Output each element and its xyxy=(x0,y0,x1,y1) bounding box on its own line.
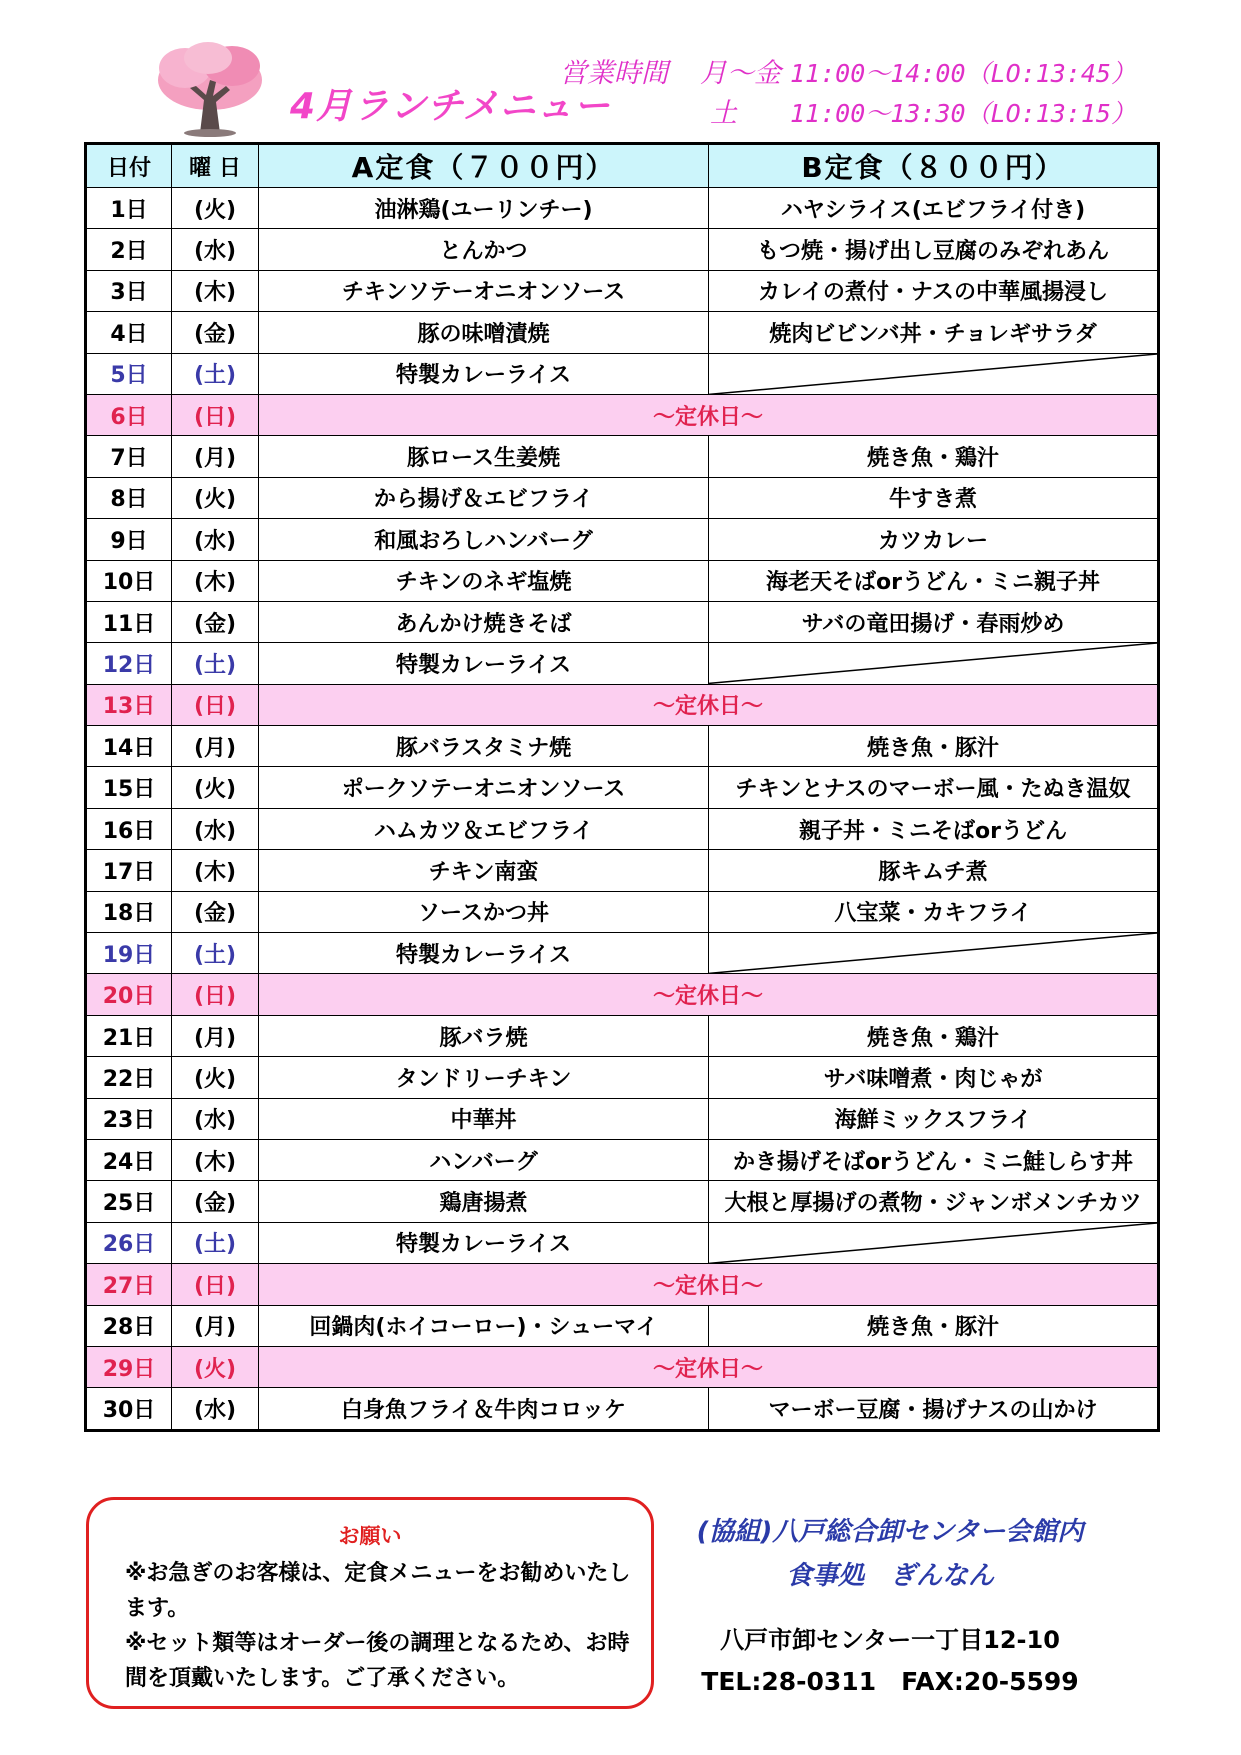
table-row xyxy=(86,1015,1159,1056)
a-set-cell: 特製カレーライス xyxy=(259,353,709,394)
b-set-cell: 八宝菜・カキフライ xyxy=(709,891,1159,932)
date-cell: 1日 xyxy=(86,188,172,229)
table-row xyxy=(86,1181,1159,1222)
a-set-cell: とんかつ xyxy=(259,229,709,270)
table-row xyxy=(86,643,1159,684)
date-cell: 7日 xyxy=(86,436,172,477)
notice-box xyxy=(86,1497,654,1709)
b-set-unavailable-cell xyxy=(709,1222,1159,1263)
a-set-cell: ポークソテーオニオンソース xyxy=(259,767,709,808)
hours-row-saturday xyxy=(560,94,1136,134)
table-header-row xyxy=(86,144,1159,188)
a-set-cell: 油淋鶏(ユーリンチー) xyxy=(259,188,709,229)
a-set-cell: 豚ロース生姜焼 xyxy=(259,436,709,477)
weekday-cell: (日) xyxy=(172,974,259,1015)
b-set-cell: カレイの煮付・ナスの中華風揚浸し xyxy=(709,270,1159,311)
weekday-cell: (木) xyxy=(172,850,259,891)
b-set-cell: サバの竜田揚げ・春雨炒め xyxy=(709,601,1159,642)
table-row xyxy=(86,891,1159,932)
b-set-cell: 牛すき煮 xyxy=(709,477,1159,518)
b-set-cell: 海鮮ミックスフライ xyxy=(709,1098,1159,1139)
table-row xyxy=(86,353,1159,394)
date-cell: 24日 xyxy=(86,1139,172,1180)
closed-day-cell: ～定休日～ xyxy=(259,974,1159,1015)
date-cell: 5日 xyxy=(86,353,172,394)
b-set-cell: 焼き魚・鶏汁 xyxy=(709,1015,1159,1056)
table-row xyxy=(86,1388,1159,1430)
date-cell: 8日 xyxy=(86,477,172,518)
table-row xyxy=(86,519,1159,560)
diagonal-slash xyxy=(709,933,1157,973)
weekday-cell: (水) xyxy=(172,229,259,270)
a-set-cell: 特製カレーライス xyxy=(259,643,709,684)
date-cell: 6日 xyxy=(86,394,172,435)
table-row xyxy=(86,1222,1159,1263)
weekday-cell: (月) xyxy=(172,436,259,477)
weekday-cell: (水) xyxy=(172,1388,259,1430)
b-set-cell: ハヤシライス(エビフライ付き) xyxy=(709,188,1159,229)
date-cell: 18日 xyxy=(86,891,172,932)
weekday-cell: (火) xyxy=(172,1057,259,1098)
a-set-cell: 豚の味噌漬焼 xyxy=(259,312,709,353)
weekday-cell: (月) xyxy=(172,1015,259,1056)
weekday-cell: (日) xyxy=(172,394,259,435)
a-set-cell: 回鍋肉(ホイコーロー)・シューマイ xyxy=(259,1305,709,1346)
date-cell: 25日 xyxy=(86,1181,172,1222)
b-set-cell: カツカレー xyxy=(709,519,1159,560)
table-row xyxy=(86,477,1159,518)
date-cell: 17日 xyxy=(86,850,172,891)
hours-time: 11:00～13:30（LO:13:15） xyxy=(790,99,1136,128)
hours-time: 11:00～14:00（LO:13:45） xyxy=(790,59,1136,88)
weekday-cell: (火) xyxy=(172,188,259,229)
b-set-cell: 親子丼・ミニそばorうどん xyxy=(709,808,1159,849)
weekday-cell: (金) xyxy=(172,891,259,932)
weekday-cell: (金) xyxy=(172,601,259,642)
weekday-cell: (水) xyxy=(172,1098,259,1139)
weekday-cell: (月) xyxy=(172,1305,259,1346)
date-cell: 26日 xyxy=(86,1222,172,1263)
notice-body xyxy=(125,1556,635,1696)
weekday-cell: (火) xyxy=(172,767,259,808)
weekday-cell: (火) xyxy=(172,1346,259,1387)
date-cell: 11日 xyxy=(86,601,172,642)
b-set-cell: チキンとナスのマーボー風・たぬき温奴 xyxy=(709,767,1159,808)
weekday-cell: (木) xyxy=(172,1139,259,1180)
table-row xyxy=(86,933,1159,974)
b-set-unavailable-cell xyxy=(709,353,1159,394)
date-cell: 28日 xyxy=(86,1305,172,1346)
weekday-cell: (木) xyxy=(172,270,259,311)
a-set-cell: 特製カレーライス xyxy=(259,933,709,974)
b-set-cell: かき揚げそばorうどん・ミニ鮭しらす丼 xyxy=(709,1139,1159,1180)
a-set-cell: ハムカツ＆エビフライ xyxy=(259,808,709,849)
table-row xyxy=(86,188,1159,229)
b-set-cell: サバ味噌煮・肉じゃが xyxy=(709,1057,1159,1098)
header-date: 日付 xyxy=(86,144,172,188)
a-set-cell: チキンソテーオニオンソース xyxy=(259,270,709,311)
shop-address: 八戸市卸センター一丁目12-10 xyxy=(720,1626,1060,1654)
a-set-cell: 中華丼 xyxy=(259,1098,709,1139)
shop-org: (協組)八戸総合卸センター会館内 xyxy=(696,1517,1084,1547)
date-cell: 2日 xyxy=(86,229,172,270)
weekday-cell: (日) xyxy=(172,1264,259,1305)
a-set-cell: タンドリーチキン xyxy=(259,1057,709,1098)
a-set-cell: 和風おろしハンバーグ xyxy=(259,519,709,560)
a-set-cell: あんかけ焼きそば xyxy=(259,601,709,642)
weekday-cell: (土) xyxy=(172,353,259,394)
weekday-cell: (月) xyxy=(172,726,259,767)
a-set-cell: 鶏唐揚煮 xyxy=(259,1181,709,1222)
table-row xyxy=(86,1098,1159,1139)
notice-title: お願い xyxy=(338,1524,402,1548)
date-cell: 13日 xyxy=(86,684,172,725)
table-row xyxy=(86,436,1159,477)
weekday-cell: (日) xyxy=(172,684,259,725)
weekday-cell: (水) xyxy=(172,519,259,560)
closed-day-cell: ～定休日～ xyxy=(259,684,1159,725)
lunch-menu-table xyxy=(84,142,1160,1432)
table-row xyxy=(86,850,1159,891)
header-weekday: 曜 日 xyxy=(172,144,259,188)
table-row xyxy=(86,1057,1159,1098)
header-b-set: B定食（８００円） xyxy=(709,144,1159,188)
table-row xyxy=(86,229,1159,270)
closed-day-cell: ～定休日～ xyxy=(259,1346,1159,1387)
hours-day: 土 xyxy=(710,98,737,129)
shop-contact: TEL:28-0311 FAX:20-5599 xyxy=(701,1667,1079,1696)
date-cell: 29日 xyxy=(86,1346,172,1387)
page-title: 4月ランチメニュー xyxy=(290,86,611,127)
b-set-cell: 焼き魚・豚汁 xyxy=(709,1305,1159,1346)
table-row xyxy=(86,974,1159,1015)
hours-row-weekday xyxy=(560,54,1136,94)
table-row xyxy=(86,394,1159,435)
a-set-cell: チキンのネギ塩焼 xyxy=(259,560,709,601)
table-row xyxy=(86,684,1159,725)
date-cell: 23日 xyxy=(86,1098,172,1139)
date-cell: 3日 xyxy=(86,270,172,311)
weekday-cell: (水) xyxy=(172,808,259,849)
weekday-cell: (土) xyxy=(172,1222,259,1263)
date-cell: 14日 xyxy=(86,726,172,767)
table-row xyxy=(86,560,1159,601)
weekday-cell: (金) xyxy=(172,1181,259,1222)
weekday-cell: (金) xyxy=(172,312,259,353)
table-row xyxy=(86,1346,1159,1387)
b-set-cell: 焼き魚・鶏汁 xyxy=(709,436,1159,477)
b-set-unavailable-cell xyxy=(709,933,1159,974)
diagonal-slash xyxy=(709,354,1157,394)
hours-label: 営業時間 xyxy=(560,58,668,89)
table-row xyxy=(86,312,1159,353)
date-cell: 16日 xyxy=(86,808,172,849)
table-row xyxy=(86,270,1159,311)
weekday-cell: (火) xyxy=(172,477,259,518)
table-row xyxy=(86,601,1159,642)
notice-line: ※お急ぎのお客様は、定食メニューをお勧めいたします。 xyxy=(125,1561,631,1621)
menu-body xyxy=(86,188,1159,1431)
b-set-cell: 焼肉ビビンバ丼・チョレギサラダ xyxy=(709,312,1159,353)
b-set-cell: マーボー豆腐・揚げナスの山かけ xyxy=(709,1388,1159,1430)
business-hours xyxy=(560,54,1136,134)
b-set-cell: 海老天そばorうどん・ミニ親子丼 xyxy=(709,560,1159,601)
header-a-set: A定食（７００円） xyxy=(259,144,709,188)
date-cell: 20日 xyxy=(86,974,172,1015)
weekday-cell: (土) xyxy=(172,933,259,974)
a-set-cell: 特製カレーライス xyxy=(259,1222,709,1263)
date-cell: 9日 xyxy=(86,519,172,560)
table-row xyxy=(86,1139,1159,1180)
diagonal-slash xyxy=(709,1223,1157,1263)
date-cell: 12日 xyxy=(86,643,172,684)
a-set-cell: チキン南蛮 xyxy=(259,850,709,891)
table-row xyxy=(86,726,1159,767)
closed-day-cell: ～定休日～ xyxy=(259,394,1159,435)
weekday-cell: (土) xyxy=(172,643,259,684)
date-cell: 22日 xyxy=(86,1057,172,1098)
date-cell: 21日 xyxy=(86,1015,172,1056)
a-set-cell: から揚げ＆エビフライ xyxy=(259,477,709,518)
weekday-cell: (木) xyxy=(172,560,259,601)
notice-line: ※セット類等はオーダー後の調理となるため、お時間を頂戴いたします。ご了承ください。 xyxy=(125,1631,630,1691)
date-cell: 10日 xyxy=(86,560,172,601)
table-row xyxy=(86,808,1159,849)
table-row xyxy=(86,767,1159,808)
date-cell: 4日 xyxy=(86,312,172,353)
a-set-cell: 白身魚フライ＆牛肉コロッケ xyxy=(259,1388,709,1430)
date-cell: 30日 xyxy=(86,1388,172,1430)
a-set-cell: 豚バラスタミナ焼 xyxy=(259,726,709,767)
shop-name: 食事処 ぎんなん xyxy=(785,1561,994,1591)
diagonal-slash xyxy=(709,643,1157,683)
table-row xyxy=(86,1305,1159,1346)
date-cell: 19日 xyxy=(86,933,172,974)
b-set-cell: 大根と厚揚げの煮物・ジャンボメンチカツ xyxy=(709,1181,1159,1222)
hours-day: 月～金 xyxy=(700,58,781,89)
cherry-tree-illustration xyxy=(150,38,270,138)
b-set-cell: 豚キムチ煮 xyxy=(709,850,1159,891)
a-set-cell: ハンバーグ xyxy=(259,1139,709,1180)
shop-info xyxy=(660,1510,1120,1702)
date-cell: 27日 xyxy=(86,1264,172,1305)
b-set-cell: 焼き魚・豚汁 xyxy=(709,726,1159,767)
b-set-cell: もつ焼・揚げ出し豆腐のみぞれあん xyxy=(709,229,1159,270)
a-set-cell: ソースかつ丼 xyxy=(259,891,709,932)
b-set-unavailable-cell xyxy=(709,643,1159,684)
table-row xyxy=(86,1264,1159,1305)
a-set-cell: 豚バラ焼 xyxy=(259,1015,709,1056)
closed-day-cell: ～定休日～ xyxy=(259,1264,1159,1305)
date-cell: 15日 xyxy=(86,767,172,808)
